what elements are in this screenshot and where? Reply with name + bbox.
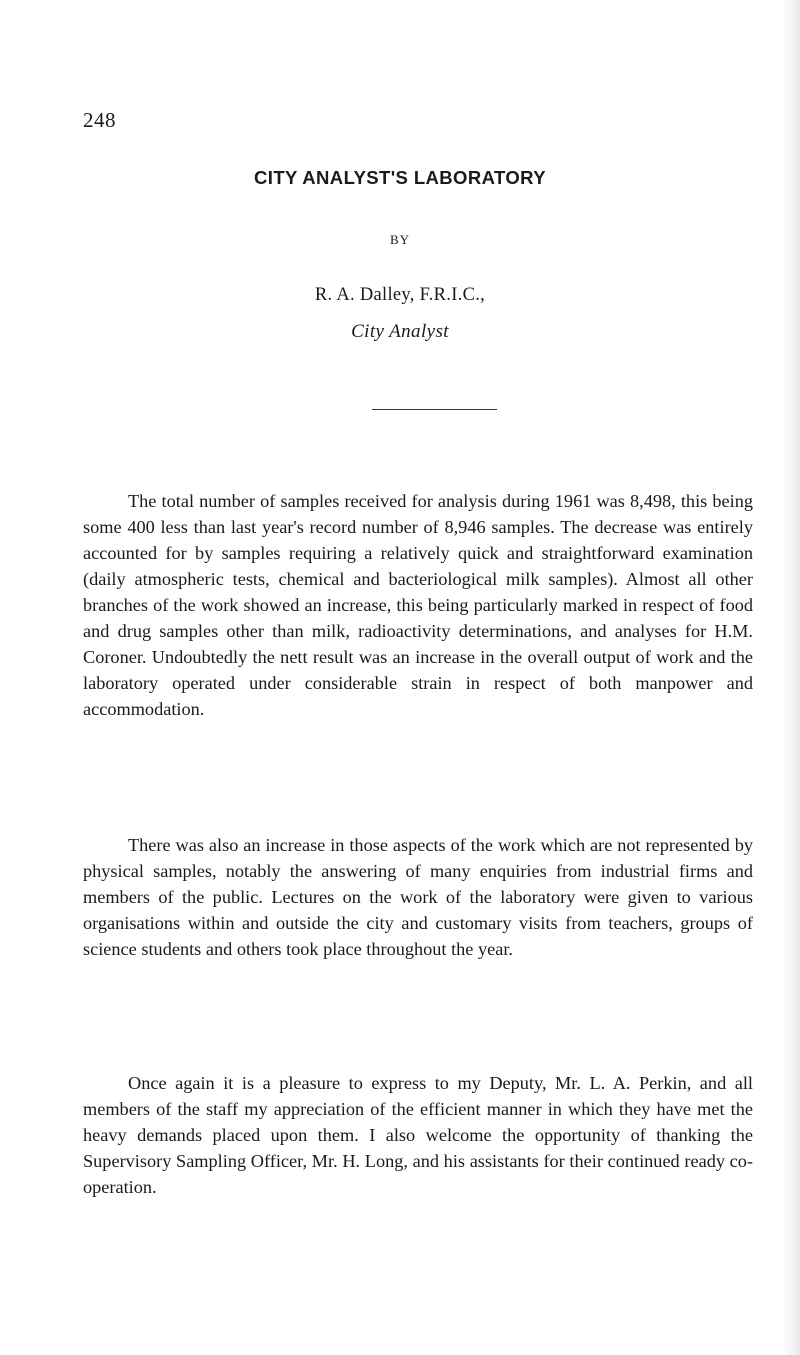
author-name: R. A. Dalley, F.R.I.C., [314,285,486,305]
paragraph-acknowledgements: Once again it is a pleasure to express to my Deputy, Mr. L. A. Perkin, and all members of the staff my appreciation of the efficient manner in which they have met the heavy demands placed upon them. I also welcome the opportunity of thanking the Supervisory Sampling Officer, Mr. H. Long, and his assistants for their continued ready co-operation. [83,1073,753,1197]
byline-label: BY [389,232,411,247]
page-number: 248 [83,108,116,132]
paragraph-other-work: There was also an increase in those aspects of the work which are not represented by physical samples, notably the answering of many enquiries from industrial firms and members of the public. Lectures on the work of the laboratory were given to various organisations within and outside the city and customary visits from teachers, groups of science students and others took place throughout the year. [83,835,753,959]
paragraph-sample-totals: The total number of samples received for analysis during 1961 was 8,498, this being some 400 less than last year's record number of 8,946 samples. The decrease was entirely accounted for by samples requiring a relatively quick and straightforward examination (daily atmospheric tests, chemical and bacteriological milk samples). Almost all other branches of the work showed an increase, this being particularly marked in respect of food and drug samples other than milk, radioactivity determinations, and analyses for H.M. Coroner. Undoubtedly the nett result was an increase in the overall output of work and the laboratory operated under considerable strain in respect of both manpower and accommodation. [83,491,753,719]
author-role: City Analyst [351,321,449,342]
page-edge-shadow [782,0,800,1355]
divider [372,409,497,410]
page-title: CITY ANALYST'S LABORATORY [254,167,546,188]
